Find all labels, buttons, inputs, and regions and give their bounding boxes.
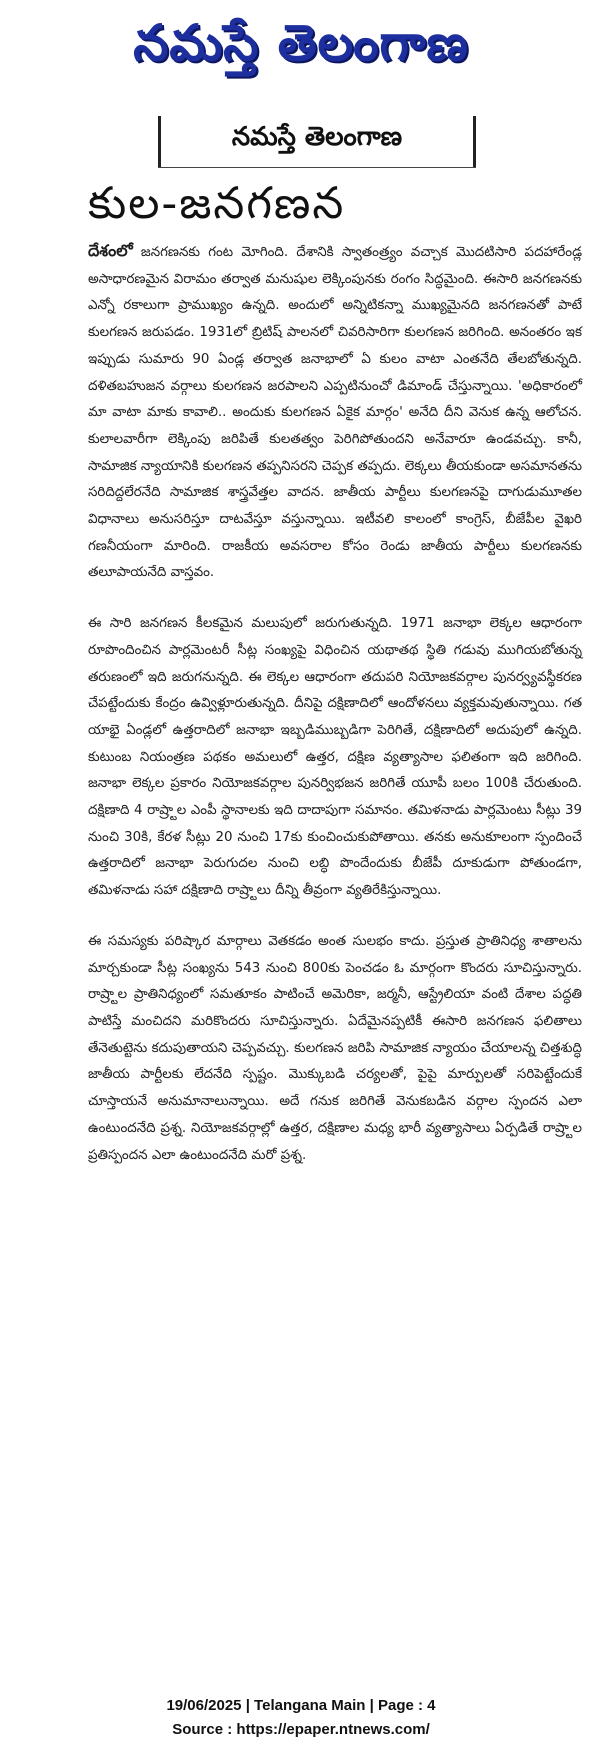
article-paragraph-1-text: జనగణనకు గంట మోగింది. దేశానికి స్వాతంత్ర్యం వచ్చాక మొదటిసారి పదహారేండ్ల అసాధారణమైన విరామం తర్వాత మనుషుల లెక్కింపునకు రంగం సిద్ధమైంది. ఈసారి జనగణనకు ఎన్నో రకాలుగా ప్రాముఖ్యం ఉన్నది. అందులో అన్నిటికన్నా ముఖ్యమైనది జనగణనతో పాటే కులగణన జరుపడం. 1931లో బ్రిటిష్ పాలనలో చివరిసారిగా కులగణన జరిగింది. అనంతరం ఇక ఇప్పుడు సుమారు 90 ఏండ్ల తర్వాత జనాభాలో ఏ కులం వాటా ఎంతనేది తేలబోతున్నది. దళితబహుజన వర్గాలు కులగణన జరపాలని ఎప్పటినుంచో డిమాండ్ చేస్తున్నాయి. 'అధికారంలో మా వాటా మాకు కావాలి.. అందుకు కులగణన ఏకైక మార్గం' అనేది దీని వెనుక ఉన్న ఆలోచన. కులాలవారీగా లెక్కింపు జరిపితే కులతత్వం పెరిగిపోతుందని అనేవారూ ఉండవచ్చు. కానీ, సామాజిక న్యాయానికి కులగణన తప్పనిసరని చెప్పక తప్పదు. లెక్కలు తీయకుండా అసమానతను సరిదిద్దలేరనేది సామాజిక శాస్త్రవేత్తల వాదన. జాతీయ పార్టీలు కులగణనపై దాగుడుమూతల విధానాలు అనుసరిస్తూ దాటవేస్తూ వస్తున్నాయి. ఇటీవలి కాలంలో కాంగ్రెస్, బీజేపీల వైఖరి గణనీయంగా మారింది. రాజకీయ అవసరాల కోసం రెండు జాతీయ పార్టీలు కులగణనకు తలూపాయనేది వాస్తవం.: [88, 245, 582, 581]
masthead-logo: నమస్తే తెలంగాణ: [133, 14, 469, 72]
article-paragraph-3: ఈ సమస్యకు పరిష్కార మార్గాలు వెతకడం అంత సులభం కాదు. ప్రస్తుత ప్రాతినిధ్య శాతాలను మార్చకుండా సీట్ల సంఖ్యను 543 నుంచి 800కు పెంచడం ఓ మార్గంగా కొందరు సూచిస్తున్నారు. రాష్ర్టాల ప్రాతినిధ్యంలో సమతూకం పాటించే అమెరికా, జర్మనీ, ఆస్ట్రేలియా వంటి దేశాల పద్ధతి పాటిస్తే మంచిదని మరికొందరు సూచిస్తున్నారు. ఏదేమైనప్పటికీ ఈసారి జనగణన ఫలితాలు తేనెతుట్టెను కదుపుతాయని చెప్పవచ్చు. కులగణన జరిపి సామాజిక న్యాయం చేయాలన్న చిత్తశుద్ధి జాతీయ పార్టీలకు లేదనేది స్పష్టం. మొక్కుబడి చర్యలతో, పైపై మార్పులతో సరిపెట్టేందుకే చూస్తాయనే అనుమానాలున్నాయి. అదే గనుక జరిగితే వెనుకబడిన వర్గాల స్పందన ఎలా ఉంటుందనేది ప్రశ్న. నియోజకవర్గాల్లో ఉత్తర, దక్షిణాల మధ్య భారీ వ్యత్యాసాలు ఏర్పడితే రాష్ర్టాల ప్రతిస్పందన ఎలా ఉంటుందనేది మరో ప్రశ్న.: [88, 933, 582, 1163]
column-header-underline: [158, 167, 476, 168]
article-headline: కుల-జనగణన: [88, 178, 346, 229]
article-lead-word: దేశంలో: [88, 241, 133, 260]
column-header-right-rule: [473, 116, 476, 168]
footer-date-edition-page: 19/06/2025 | Telangana Main | Page : 4: [166, 1697, 436, 1714]
column-header: [158, 116, 476, 168]
article-paragraph-2: ఈ సారి జనగణన కీలకమైన మలుపులో జరుగుతున్నది. 1971 జనాభా లెక్కల ఆధారంగా రూపొందించిన పార్లమెంటరీ సీట్ల సంఖ్యపై విధించిన యథాతథ స్థితి గడువు ముగియబోతున్న తరుణంలో ఇది జరుగనున్నది. ఈ లెక్కల ఆధారంగా తదుపరి నియోజకవర్గాల పునర్వ్యవస్థీకరణ చేపట్టేందుకు కేంద్రం ఉవ్విళ్లూరుతున్నది. దీనిపై దక్షిణాదిలో ఆందోళనలు వ్యక్తమవుతున్నాయి. గత యాభై ఏండ్లలో ఉత్తరాదిలో జనాభా ఇబ్బడిముబ్బడిగా పెరిగితే, దక్షిణాదిలో అదుపులో ఉన్నది. కుటుంబ నియంత్రణ పథకం అమలులో ఉత్తర, దక్షిణ వ్యత్యాసాల ఫలితంగా ఇది జరిగింది. జనాభా లెక్కల ప్రకారం నియోజకవర్గాల పునర్విభజన జరిగితే యూపీ బలం 100కి చేరుతుంది. దక్షిణాది 4 రాష్ర్టాల ఎంపీ స్థానాలకు ఇది దాదాపుగా సమానం. తమిళనాడు పార్లమెంటు సీట్లు 39 నుంచి 30కి, కేరళ సీట్లు 20 నుంచి 17కు కుంచించుకుపోతాయి. తనకు అనుకూలంగా స్పందించే ఉత్తరాదిలో జనాభా పెరుగుదల నుంచి లబ్ధి పొందేందుకు బీజేపీ దూకుడుగా పోతుండగా, తమిళనాడు సహా దక్షిణాది రాష్ర్టాలు దీన్ని తీవ్రంగా వ్యతిరేకిస్తున్నాయి.: [88, 616, 582, 899]
article-paragraph-1: [88, 238, 582, 587]
column-title: నమస్తే తెలంగాణ: [231, 122, 403, 152]
article-body: [88, 238, 582, 1193]
footer-source-url: Source : https://epaper.ntnews.com/: [172, 1721, 430, 1738]
